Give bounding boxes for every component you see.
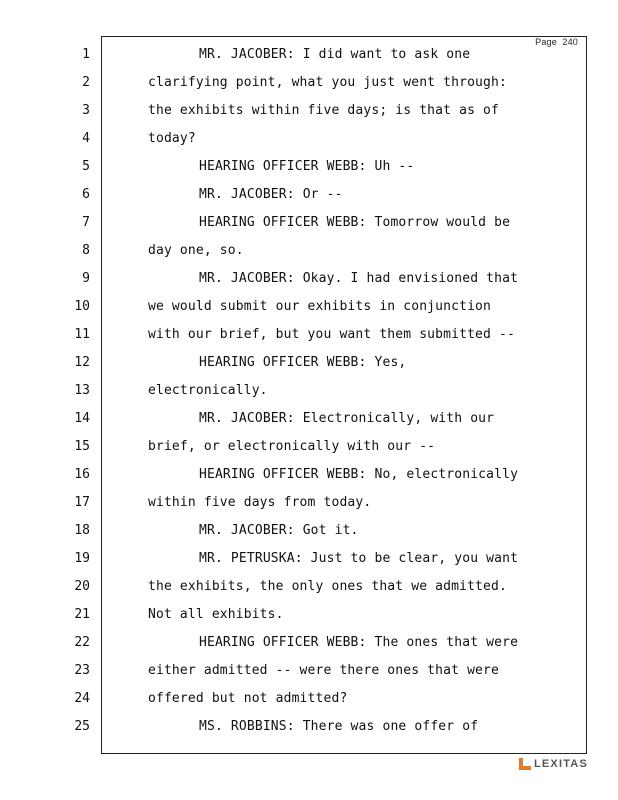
line-number: 15 (74, 439, 90, 454)
line-number: 7 (82, 215, 90, 230)
transcript-line: HEARING OFFICER WEBB: The ones that were (199, 635, 519, 650)
line-number: 3 (82, 103, 90, 118)
line-number: 21 (74, 607, 90, 622)
line-number: 20 (74, 579, 90, 594)
lexitas-logo (518, 757, 588, 771)
transcript-line: brief, or electronically with our -- (148, 439, 436, 454)
line-number: 2 (82, 75, 90, 90)
page-number-value: 240 (562, 37, 578, 47)
transcript-line: HEARING OFFICER WEBB: Tomorrow would be (199, 215, 511, 230)
lexitas-brand: LEXITAS (533, 758, 588, 770)
transcript-text (148, 41, 578, 741)
transcript-line: Not all exhibits. (148, 607, 284, 622)
line-number: 11 (74, 327, 90, 342)
line-number: 14 (74, 411, 90, 426)
line-number: 22 (74, 635, 90, 650)
line-number: 10 (74, 299, 90, 314)
line-number: 9 (82, 271, 90, 286)
transcript-line: MR. JACOBER: Okay. I had envisioned that (199, 271, 519, 286)
line-number: 24 (74, 691, 90, 706)
transcript-line: electronically. (148, 383, 268, 398)
line-number: 1 (82, 47, 90, 62)
line-number-column (60, 41, 90, 741)
transcript-line: MR. JACOBER: Got it. (199, 523, 359, 538)
line-number: 6 (82, 187, 90, 202)
transcript-line: day one, so. (148, 243, 244, 258)
transcript-line: the exhibits within five days; is that as of (148, 103, 499, 118)
transcript-line: the exhibits, the only ones that we admitted. (148, 579, 507, 594)
line-number: 18 (74, 523, 90, 538)
transcript-line: MR. JACOBER: Electronically, with our (199, 411, 495, 426)
transcript-line: offered but not admitted? (148, 691, 348, 706)
transcript-line: we would submit our exhibits in conjunction (148, 299, 491, 314)
transcript-line: HEARING OFFICER WEBB: No, electronically (199, 467, 519, 482)
line-number: 19 (74, 551, 90, 566)
line-number: 5 (82, 159, 90, 174)
lexitas-logo-icon (518, 757, 532, 771)
transcript-line: today? (148, 131, 196, 146)
line-number: 25 (74, 719, 90, 734)
transcript-line: with our brief, but you want them submitted -- (148, 327, 515, 342)
transcript-line: MR. JACOBER: Or -- (199, 187, 343, 202)
page-label: Page (535, 37, 557, 47)
line-number: 17 (74, 495, 90, 510)
transcript-line: either admitted -- were there ones that were (148, 663, 499, 678)
line-number: 8 (82, 243, 90, 258)
transcript-line: within five days from today. (148, 495, 372, 510)
line-number: 23 (74, 663, 90, 678)
line-number: 16 (74, 467, 90, 482)
transcript-line: MR. PETRUSKA: Just to be clear, you want (199, 551, 519, 566)
transcript-line: HEARING OFFICER WEBB: Uh -- (199, 159, 415, 174)
transcript-line: clarifying point, what you just went through: (148, 75, 507, 90)
transcript-line: MR. JACOBER: I did want to ask one (199, 47, 471, 62)
transcript-line: MS. ROBBINS: There was one offer of (199, 719, 479, 734)
line-number: 4 (82, 131, 90, 146)
line-number: 12 (74, 355, 90, 370)
line-number: 13 (74, 383, 90, 398)
transcript-line: HEARING OFFICER WEBB: Yes, (199, 355, 407, 370)
